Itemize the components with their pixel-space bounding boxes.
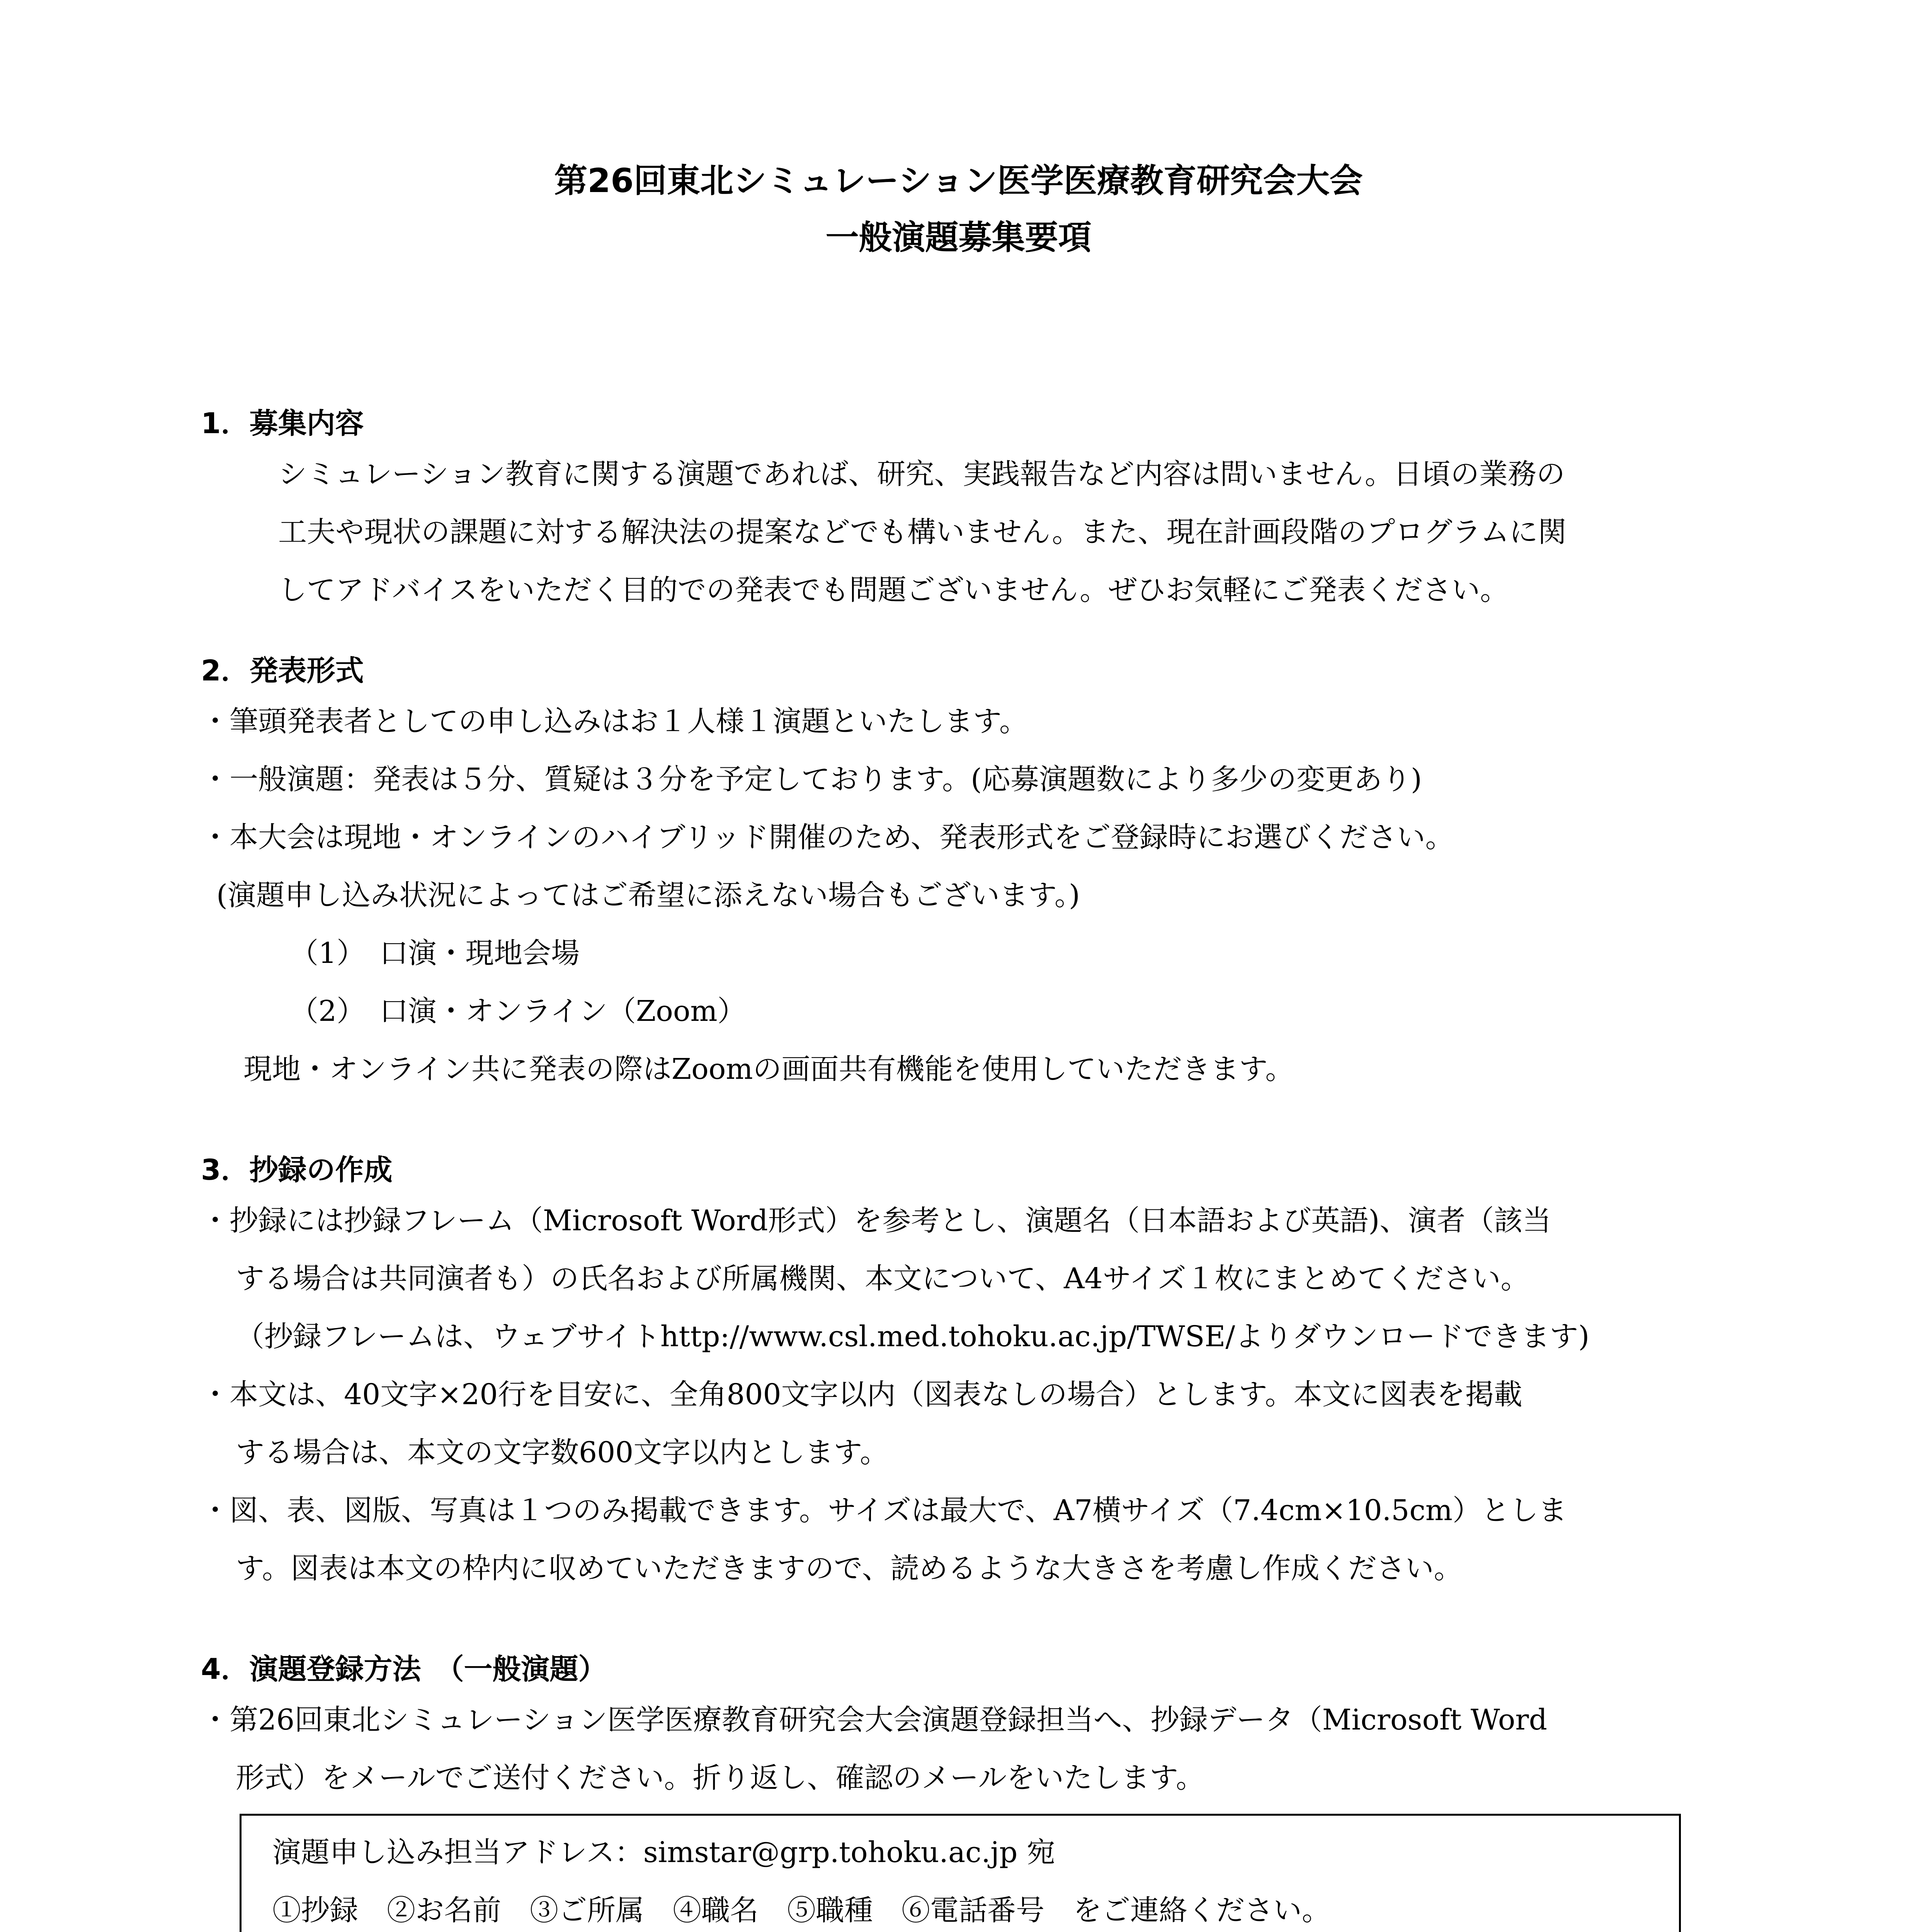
registration-info-box: [240, 1814, 1681, 1932]
section-2-bullet: ・一般演題：発表は５分、質疑は３分を予定しております。(応募演題数により多少の変更あり): [201, 763, 1422, 796]
section-3-text-line: する場合は、本文の文字数600文字以内とします。: [236, 1436, 889, 1469]
document-subtitle: 一般演題募集要項: [825, 218, 1092, 257]
document-body: [201, 402, 1785, 1932]
section-1-heading: 1．募集内容: [201, 407, 364, 440]
section-3-heading: 3．抄録の作成: [201, 1153, 393, 1187]
section-2-bullet: ・筆頭発表者としての申し込みはお１人様１演題といたします。: [201, 705, 1028, 738]
section-2-option: （2） 口演・オンライン（Zoom）: [290, 995, 746, 1028]
section-1-text-line: 工夫や現状の課題に対する解決法の提案などでも構いません。また、現在計画段階のプログラムに関: [278, 515, 1567, 549]
section-3-text-line: す。図表は本文の枠内に収めていただきますので、読めるような大きさを考慮し作成ください。: [236, 1552, 1463, 1585]
section-3-text-line: （抄録フレームは、ウェブサイトhttp://www.csl.med.tohoku.ac.jp/TWSE/よりダウンロードできます): [236, 1320, 1590, 1353]
section-4-heading: 4．演題登録方法 （一般演題）: [201, 1653, 607, 1686]
section-4-text-line: ・第26回東北シミュレーション医学医療教育研究会大会演題登録担当へ、抄録データ（Microsoft Word: [201, 1703, 1548, 1736]
section-2-shared-note: 現地・オンライン共に発表の際はZoomの画面共有機能を使用していただきます。: [243, 1053, 1294, 1086]
section-1-text-line: してアドバイスをいただく目的での発表でも問題ございません。ぜひお気軽にご発表ください。: [278, 573, 1509, 607]
section-3-text-line: ・抄録には抄録フレーム（Microsoft Word形式）を参考とし、演題名（日本語および英語)、演者（該当: [201, 1204, 1551, 1237]
registration-requirements: ①抄録 ②お名前 ③ご所属 ④職名 ⑤職種 ⑥電話番号 をご連絡ください。: [272, 1894, 1330, 1927]
section-4-text-line: 形式）をメールでご送付ください。折り返し、確認のメールをいたします。: [236, 1761, 1205, 1794]
section-3-text-line: する場合は共同演者も）の氏名および所属機関、本文について、A4サイズ１枚にまとめてください。: [236, 1262, 1529, 1295]
section-2-bullet: ・本大会は現地・オンラインのハイブリッド開催のため、発表形式をご登録時にお選びください。: [201, 821, 1454, 854]
section-3-text-line: ・本文は、40文字×20行を目安に、全角800文字以内（図表なしの場合）とします。本文に図表を掲載: [201, 1378, 1522, 1411]
registration-address: 演題申し込み担当アドレス：simstar@grp.tohoku.ac.jp 宛: [272, 1836, 1055, 1869]
section-2-option: （1） 口演・現地会場: [290, 937, 580, 970]
section-2-note: (演題申し込み状況によってはご希望に添えない場合もございます。): [216, 879, 1080, 912]
section-2-heading: 2．発表形式: [201, 654, 364, 687]
section-3-text-line: ・図、表、図版、写真は１つのみ掲載できます。サイズは最大で、A7横サイズ（7.4cm×10.5cm）としま: [201, 1494, 1567, 1527]
document-title: 第26回東北シミュレーション医学医療教育研究会大会: [554, 162, 1363, 200]
section-1-text-line: シミュレーション教育に関する演題であれば、研究、実践報告など内容は問いません。日頃の業務の: [278, 457, 1565, 491]
